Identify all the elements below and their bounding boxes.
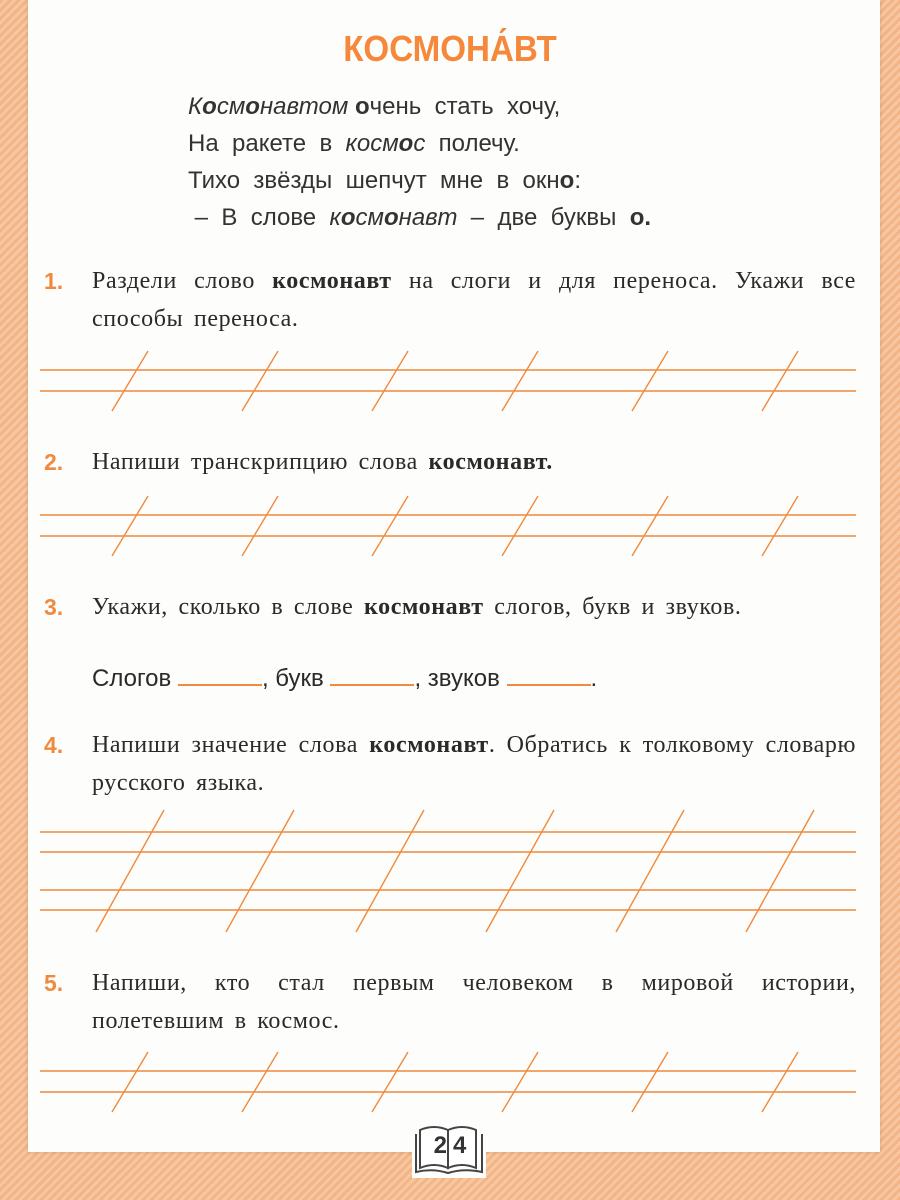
slant-line	[486, 810, 554, 932]
poem-line	[188, 88, 651, 125]
period: .	[590, 665, 598, 692]
slant-line	[502, 496, 538, 556]
slant-line	[762, 496, 798, 556]
text-segment: Раздели слово	[92, 268, 273, 294]
task-number: 1.	[44, 268, 64, 294]
text-segment: Тихо звёзды шепчут мне в окн	[188, 167, 560, 194]
page-title: КОСМОНА́ВТ	[343, 28, 557, 69]
emphasis-text: космонавт.	[428, 449, 553, 475]
slant-line	[502, 351, 538, 411]
syllables-blank[interactable]	[178, 664, 262, 686]
letters-blank[interactable]	[330, 664, 414, 686]
poem-line	[188, 125, 651, 162]
text-segment	[348, 93, 355, 120]
text-segment: с	[413, 130, 426, 157]
emphasis-text: о	[383, 204, 399, 231]
task-number: 4.	[44, 732, 64, 758]
task-2	[44, 443, 856, 481]
slant-line	[112, 351, 148, 411]
task-text	[92, 443, 856, 481]
text-segment: см	[216, 93, 246, 120]
emphasis-text: о	[398, 130, 414, 157]
text-segment: к	[329, 204, 341, 231]
slant-line	[632, 351, 668, 411]
page-number: 24	[433, 1132, 473, 1159]
emphasis-text: о	[354, 93, 370, 120]
task-number: 2.	[44, 449, 64, 475]
slant-line	[616, 810, 684, 932]
sounds-label: , звуков	[414, 665, 500, 692]
text-segment: – В слове	[188, 204, 330, 231]
slant-line	[96, 810, 164, 932]
text-segment: навтом	[259, 93, 349, 120]
text-segment: полечу.	[425, 130, 520, 157]
text-segment: Напиши, кто стал первым человеком в мировой истории, полетевшим в космос.	[92, 970, 856, 1034]
emphasis-text: о	[202, 93, 217, 120]
emphasis-text: космонавт	[272, 268, 392, 294]
task-3-answer	[92, 664, 597, 693]
slant-line	[502, 1052, 538, 1112]
slant-line	[372, 1052, 408, 1112]
task-3	[44, 588, 856, 626]
emphasis-text: о	[245, 93, 260, 120]
text-segment: К	[188, 93, 203, 120]
task-number: 3.	[44, 594, 64, 620]
slant-line	[762, 351, 798, 411]
text-segment: см	[355, 204, 384, 231]
writing-lines[interactable]	[40, 808, 856, 938]
poem	[188, 88, 651, 236]
slant-line	[226, 810, 294, 932]
slant-line	[372, 496, 408, 556]
text-segment: Укажи, сколько в слове	[92, 594, 365, 620]
text-segment: . Обратись к толковому словарю русского языка.	[92, 732, 856, 796]
task-text	[92, 726, 856, 802]
poem-line	[188, 199, 651, 236]
syllables-label: Слогов	[92, 665, 172, 692]
poem-line	[188, 162, 651, 199]
task-text	[92, 964, 856, 1040]
emphasis-text: о	[559, 167, 575, 194]
slant-line	[112, 1052, 148, 1112]
task-4	[44, 726, 856, 802]
slant-line	[762, 1052, 798, 1112]
slant-line	[242, 351, 278, 411]
task-text	[92, 588, 856, 626]
slant-line	[632, 1052, 668, 1112]
text-segment: – две буквы	[457, 204, 630, 231]
text-segment: Напиши значение слова	[92, 732, 370, 758]
sounds-blank[interactable]	[507, 664, 591, 686]
letters-label: , букв	[261, 665, 324, 692]
text-segment: косм	[345, 130, 399, 157]
page-number-badge	[412, 1122, 486, 1178]
slant-line	[356, 810, 424, 932]
slant-line	[632, 496, 668, 556]
task-1	[44, 262, 856, 338]
writing-lines[interactable]	[40, 490, 856, 560]
text-segment: навт	[398, 204, 458, 231]
text-segment: слогов, букв и звуков.	[483, 594, 742, 620]
slant-line	[746, 810, 814, 932]
emphasis-text: космонавт	[369, 732, 489, 758]
writing-lines[interactable]	[40, 345, 856, 415]
text-segment: чень стать хочу,	[369, 93, 561, 120]
emphasis-text: о.	[629, 204, 652, 231]
slant-line	[112, 496, 148, 556]
text-segment: На ракете в	[188, 130, 346, 157]
text-segment: :	[574, 167, 581, 194]
text-segment: на слоги и для переноса. Укажи все способы переноса.	[92, 268, 856, 332]
emphasis-text: о	[340, 204, 356, 231]
task-text	[92, 262, 856, 338]
slant-line	[372, 351, 408, 411]
task-number: 5.	[44, 970, 64, 996]
slant-line	[242, 496, 278, 556]
writing-lines[interactable]	[40, 1046, 856, 1116]
slant-line	[242, 1052, 278, 1112]
emphasis-text: космонавт	[364, 594, 484, 620]
task-5	[44, 964, 856, 1040]
text-segment: Напиши транскрипцию слова	[92, 449, 429, 475]
